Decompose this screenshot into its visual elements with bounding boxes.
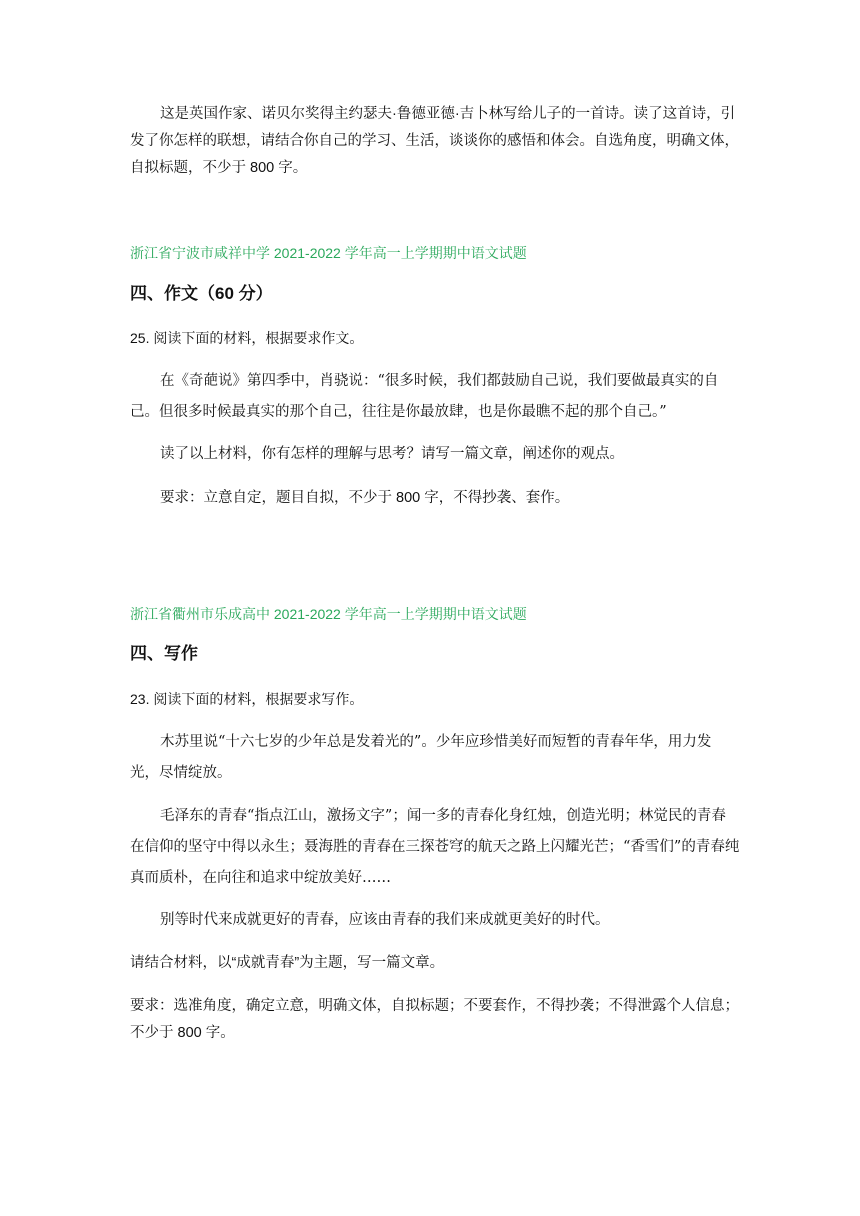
material-qipashuo: 在《奇葩说》第四季中，肖骁说：“很多时候，我们都鼓励自己说，我们要做最真实的自己。但很多时候最真实的那个自己，往往是你最放肆，也是你最瞧不起的那个自己。” xyxy=(130,373,719,420)
source-line-quzhou: 浙江省衢州市乐成高中 2021-2022 学年高一上学期期中语文试题 xyxy=(130,606,527,622)
requirement-paragraph-1: 要求：立意自定，题目自拟，不少于 800 字，不得抄袭、套作。 xyxy=(160,490,570,506)
requirement-paragraph-2: 要求：选准角度，确定立意，明确文体，自拟标题；不要套作，不得抄袭；不得泄露个人信息；不少于 800 字。 xyxy=(130,998,739,1041)
material-youth-examples: 毛泽东的青春“指点江山，激扬文字”；闻一多的青春化身红烛，创造光明；林觉民的青春在信仰的坚守中得以永生；聂海胜的青春在三探苍穹的航天之路上闪耀光芒；“香雪们”的青春纯真而质朴，在向往和追求中绽放美好…… xyxy=(130,808,740,886)
prompt-paragraph-1: 读了以上材料，你有怎样的理解与思考？请写一篇文章，阐述你的观点。 xyxy=(160,446,624,462)
question-23: 23. 阅读下面的材料，根据要求写作。 xyxy=(130,691,364,707)
source-line-ningbo: 浙江省宁波市咸祥中学 2021-2022 学年高一上学期期中语文试题 xyxy=(130,245,527,261)
question-25: 25. 阅读下面的材料，根据要求作文。 xyxy=(130,330,364,346)
section-heading-composition: 四、作文（60 分） xyxy=(130,284,273,303)
section-heading-writing: 四、写作 xyxy=(130,644,198,663)
material-musuli: 木苏里说“十六七岁的少年总是发着光的”。少年应珍惜美好而短暂的青春年华，用力发光，尽情绽放。 xyxy=(130,734,712,781)
prompt-paragraph-2: 请结合材料，以“成就青春”为主题，写一篇文章。 xyxy=(130,955,445,971)
intro-paragraph: 这是英国作家、诺贝尔奖得主约瑟夫·鲁德亚德·吉卜林写给儿子的一首诗。读了这首诗，引发了你怎样的联想，请结合你自己的学习、生活，谈谈你的感悟和体会。自选角度，明确文体，自拟标题，不少于 800 字。 xyxy=(130,106,739,176)
material-era: 别等时代来成就更好的青春，应该由青春的我们来成就更美好的时代。 xyxy=(160,912,610,928)
